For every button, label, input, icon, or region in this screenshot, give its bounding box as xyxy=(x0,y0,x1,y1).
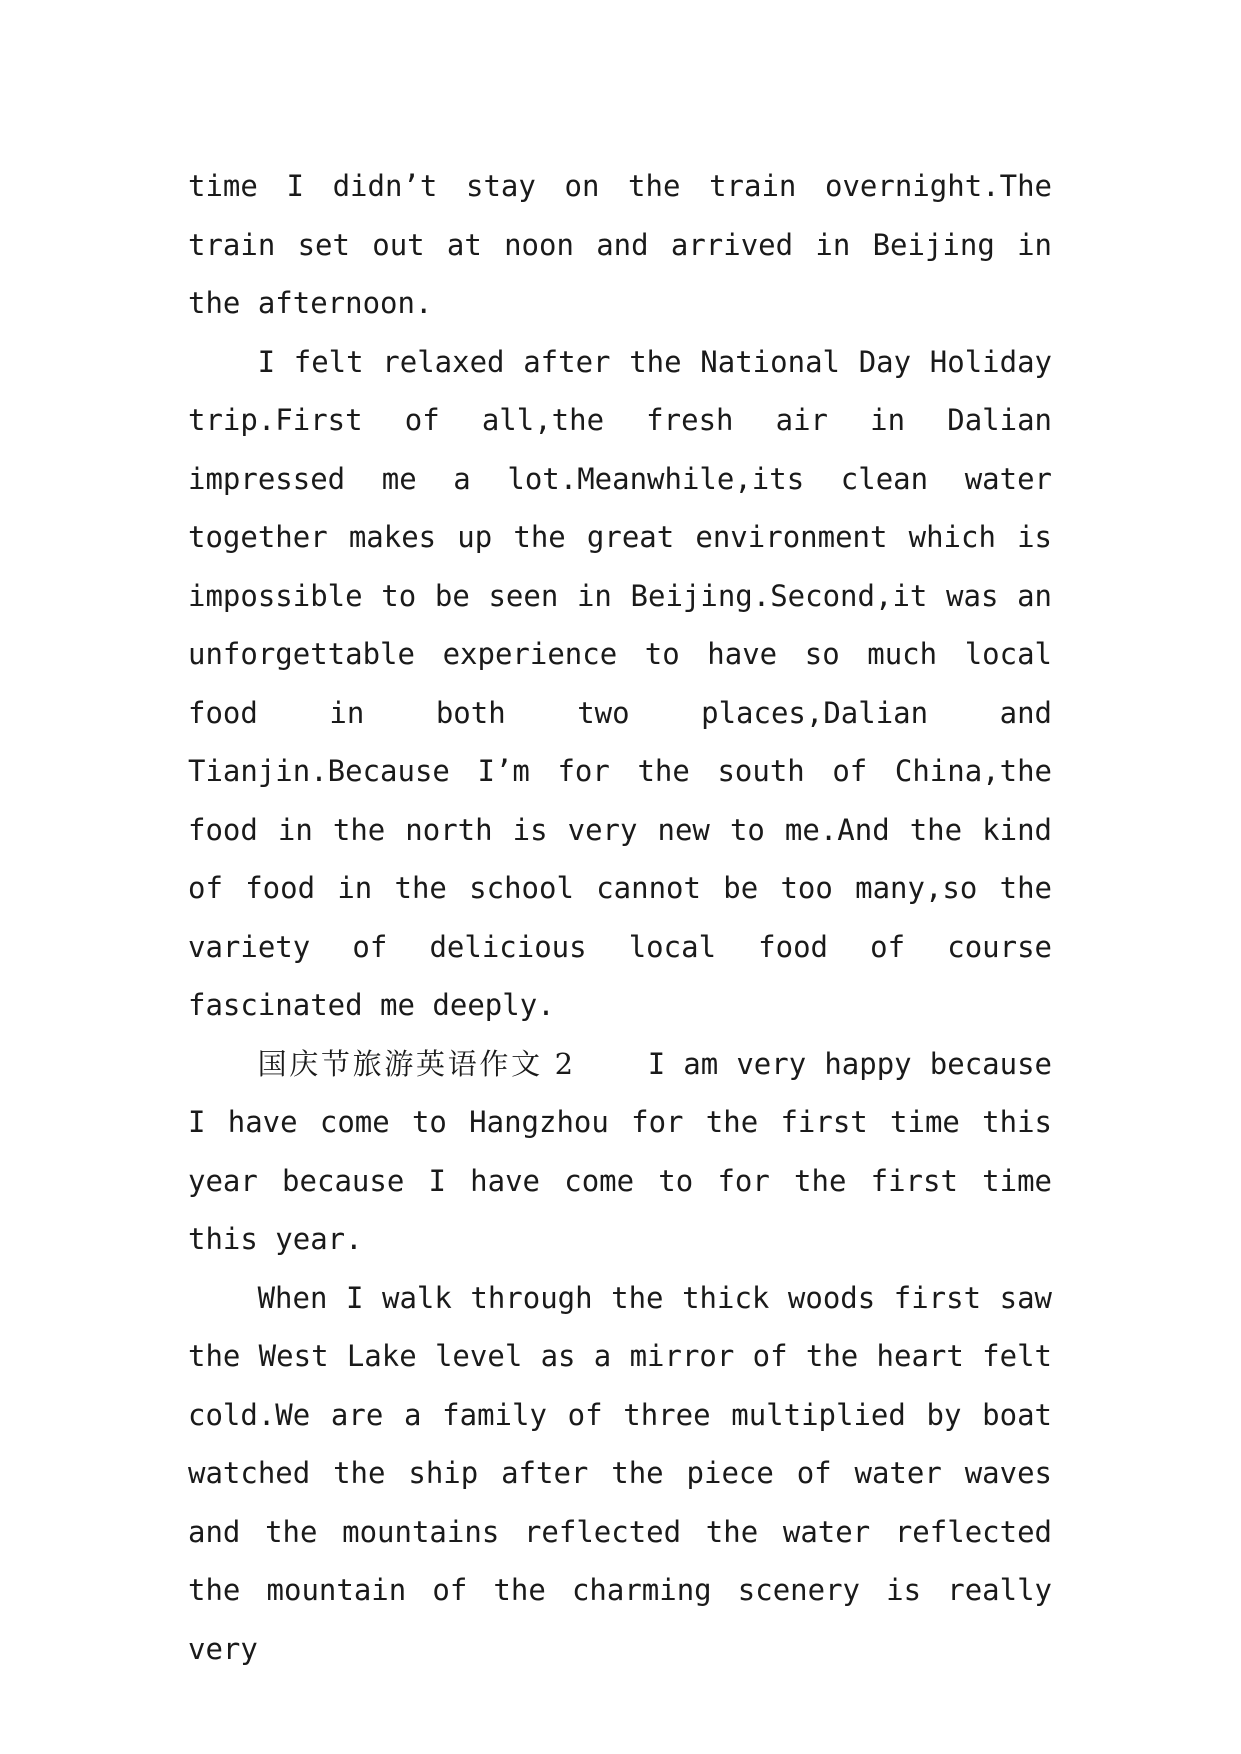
document-body xyxy=(188,157,1052,1678)
essay-heading: 国庆节旅游英语作文 2 xyxy=(257,1046,576,1081)
paragraph-hangzhou-intro xyxy=(188,1035,1052,1269)
paragraph-train-arrival: time I didn’t stay on the train overnight.The train set out at noon and arrived in Beijing in the afternoon. xyxy=(188,169,1052,320)
paragraph-west-lake: When I walk through the thick woods first saw the West Lake level as a mirror of the heart felt cold.We are a family of three multiplied by boat watched the ship after the piece of water waves and the mountains reflected the water reflected the mountain of the charming scenery is really very xyxy=(188,1280,1052,1666)
paragraph-hangzhou-text: I am very happy because I have come to Hangzhou for the first time this year because I have come to for the first time this year. xyxy=(188,1046,1052,1256)
paragraph-holiday-reflection: I felt relaxed after the National Day Holiday trip.First of all,the fresh air in Dalian impressed me a lot.Meanwhile,its clean water together makes up the great environment which is impossible to be seen in Beijing.Second,it was an unforgettable experience to have so much local food in both two places,Dalian and Tianjin.Because I’m for the south of China,the food in the north is very new to me.And the kind of food in the school cannot be too many,so the variety of delicious local food of course fascinated me deeply. xyxy=(188,344,1052,1022)
